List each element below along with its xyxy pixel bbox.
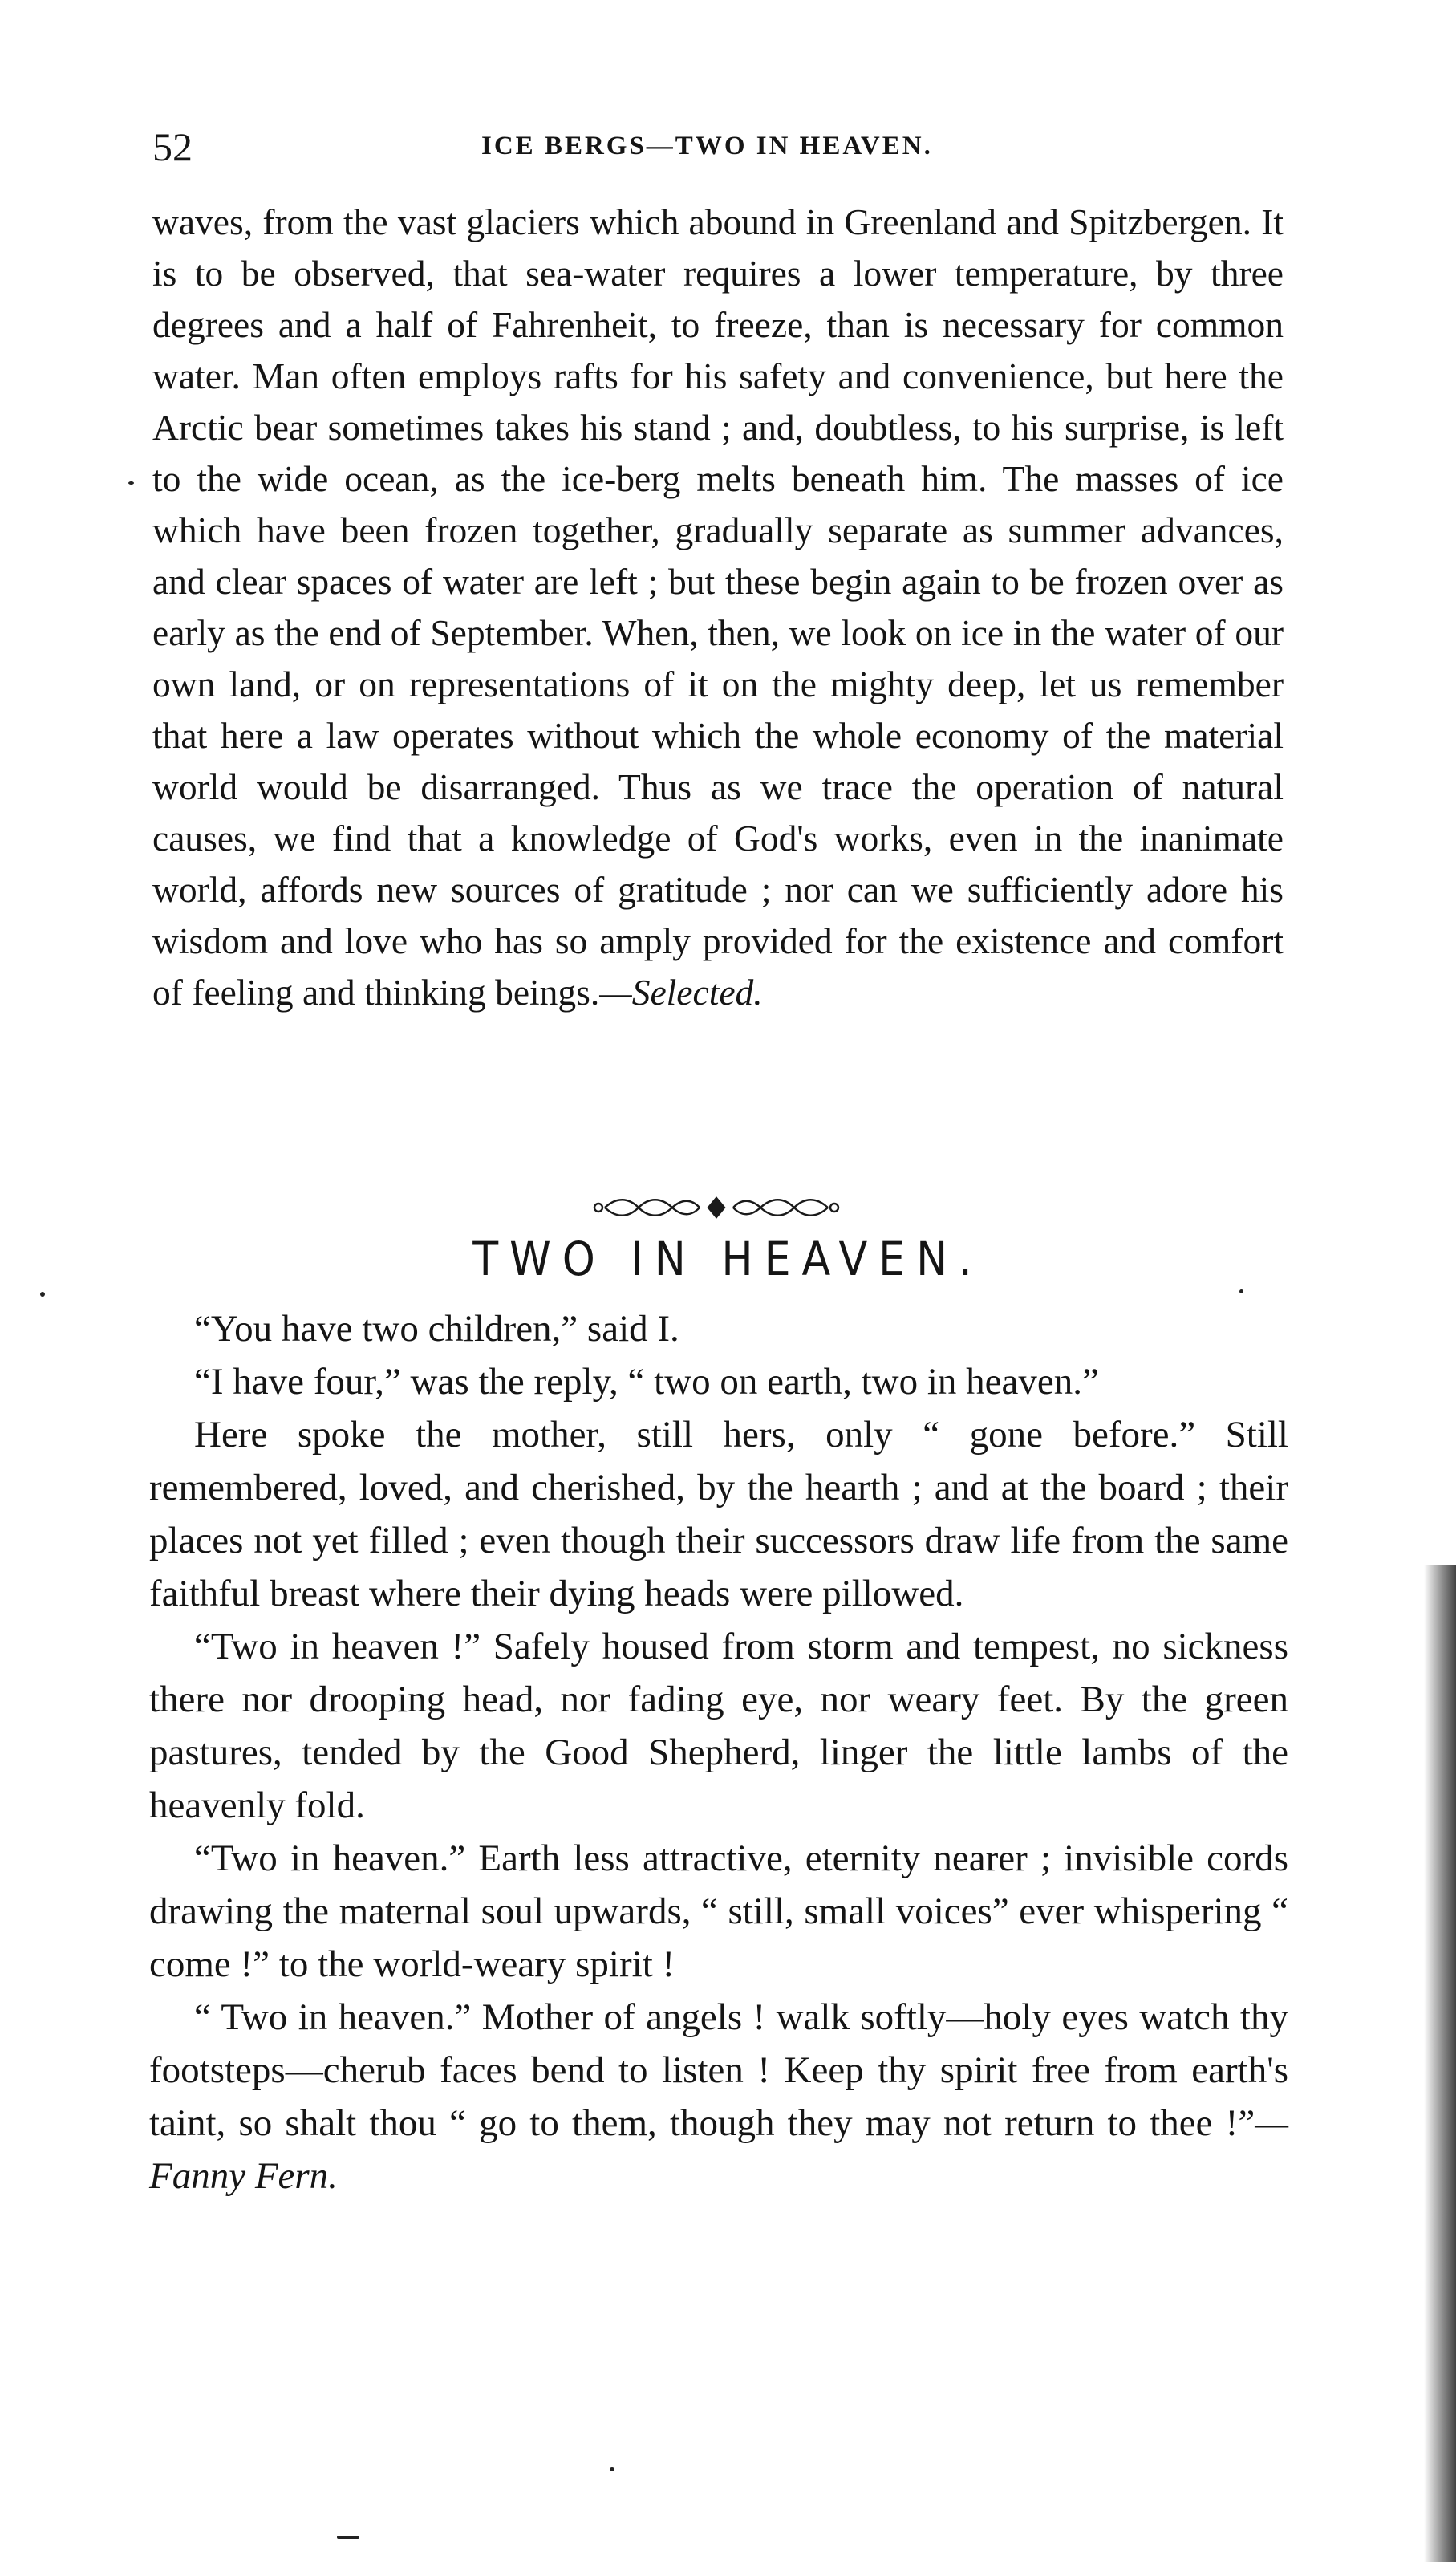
running-title: ICE BERGS—TWO IN HEAVEN.	[481, 132, 933, 160]
story-paragraph-4: “Two in heaven !” Safely housed from storm and tempest, no sickness there nor drooping head, nor fading eye, nor weary feet. By the green pastures, tended by the Good Shepherd, linger the little lambs of the heavenly fold.	[149, 1626, 1288, 1826]
story-paragraph-2: “I have four,” was the reply, “ two on earth, two in heaven.”	[194, 1361, 1099, 1403]
print-speck	[40, 1292, 45, 1297]
story-paragraph-5: “Two in heaven.” Earth less attractive, eternity nearer ; invisible cords drawing the maternal soul upwards, “ still, small voices” ever whispering “ come !” to the world-weary spirit !	[149, 1837, 1288, 1985]
story-text	[149, 1302, 1288, 2203]
section-title: TWO IN HEAVEN.	[472, 1232, 984, 1286]
story-paragraph-1: “You have two children,” said I.	[194, 1308, 679, 1350]
print-speck	[1239, 1289, 1243, 1293]
essay-signature: —Selected.	[599, 972, 763, 1013]
story-paragraph-6-body: “ Two in heaven.” Mother of angels ! walk softly—holy eyes watch thy footsteps—cherub faces bend to listen ! Keep thy spirit free from earth's taint, so shalt thou “ go to them, though they may not return to thee !”	[149, 1996, 1288, 2144]
essay-paragraph	[152, 197, 1284, 1018]
page-number: 52	[152, 124, 193, 169]
essay-text	[152, 197, 1284, 1018]
story-paragraph-6	[149, 1991, 1288, 2203]
print-speck	[128, 481, 134, 485]
story-paragraph-3: Here spoke the mother, still hers, only “ gone before.” Still remembered, loved, and cherished, by the hearth ; and at the board ; their places not yet filled ; even though their successors draw life from the same faithful breast where their dying heads were pillowed.	[149, 1414, 1288, 1614]
story-signature: —Fanny Fern.	[149, 2102, 1288, 2197]
page-edge-shadow	[1424, 1565, 1456, 2562]
running-head	[0, 120, 1456, 177]
print-speck	[610, 2467, 614, 2471]
print-speck	[337, 2536, 359, 2539]
decorative-divider-icon	[592, 1194, 841, 1221]
essay-body: waves, from the vast glaciers which abound in Greenland and Spitzbergen. It is to be observed, that sea-water requires a lower temperature, by three degrees and a half of Fahrenheit, to freeze, than is necessary for common water. Man often employs rafts for his safety and convenience, but here the Arctic bear sometimes takes his stand ; and, doubtless, to his surprise, is left to the wide ocean, as the ice-berg melts beneath him. The masses of ice which have been frozen together, gradually separate as summer advances, and clear spaces of water are left ; but these begin again to be frozen over as early as the end of September. When, then, we look on ice in the water of our own land, or on representations of it on the mighty deep, let us remember that here a law operates without which the whole economy of the material world would be disarranged. Thus as we trace the operation of natural causes, we find that a knowledge of God's works, even in the inanimate world, affords new sources of gratitude ; nor can we sufficiently adore his wisdom and love who has so amply provided for the existence and comfort of feeling and thinking beings.	[152, 201, 1284, 1013]
